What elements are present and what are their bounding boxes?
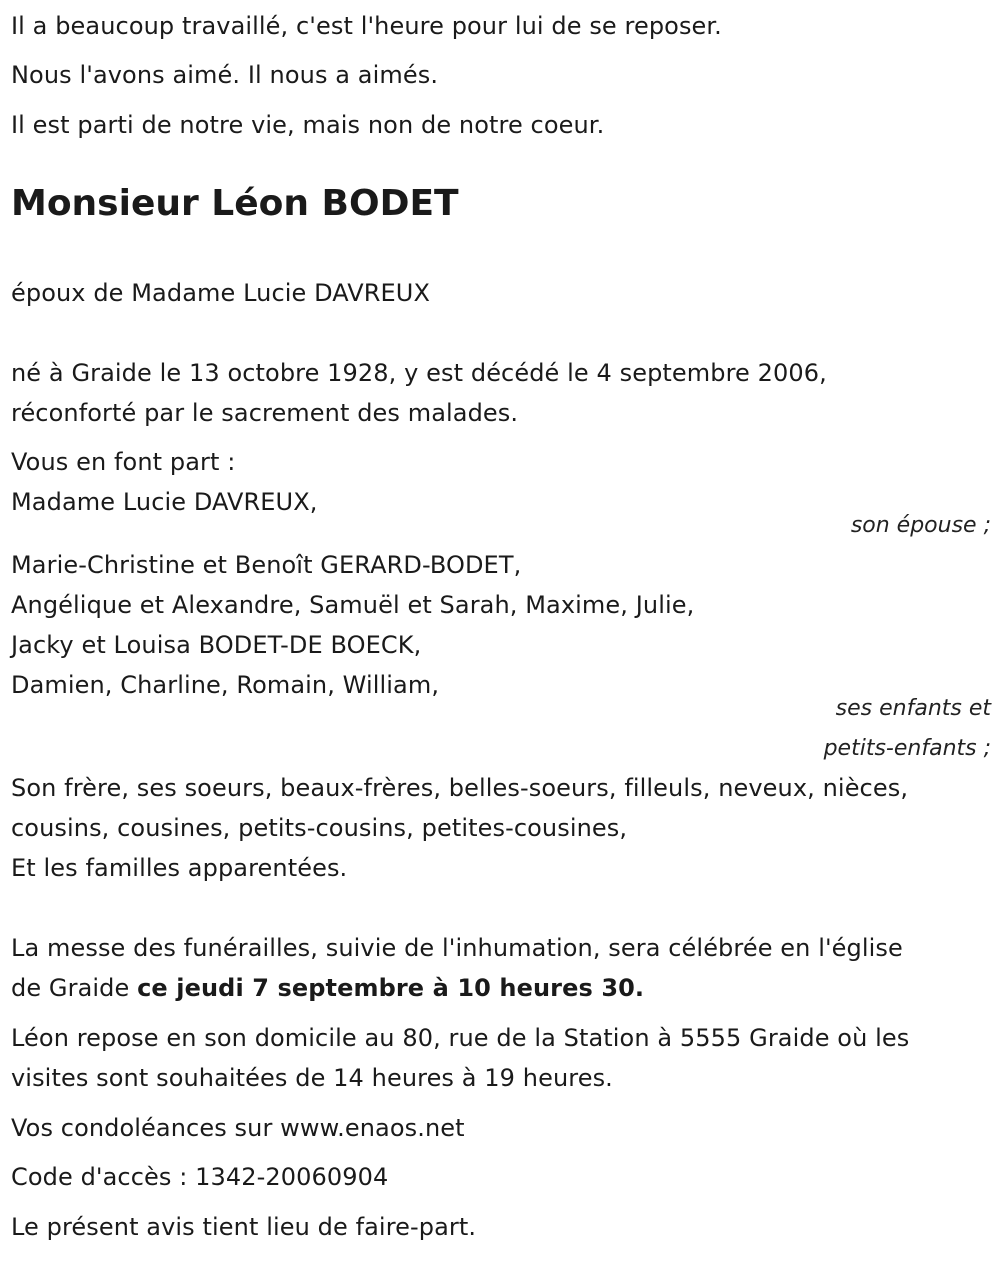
birth-line-1: né à Graide le 13 octobre 1928, y est décédé le 4 septembre 2006, bbox=[11, 359, 827, 387]
children-line-4: Damien, Charline, Romain, William, bbox=[11, 671, 440, 699]
children-role-1: ses enfants et bbox=[835, 696, 991, 721]
funeral-date-time: ce jeudi 7 septembre à 10 heures 30. bbox=[137, 974, 645, 1002]
spouse-line: époux de Madame Lucie DAVREUX bbox=[11, 279, 431, 307]
children-line-3: Jacky et Louisa BODET-DE BOECK, bbox=[11, 631, 422, 659]
relatives-line-3: Et les familles apparentées. bbox=[11, 854, 348, 882]
closing-line: Le présent avis tient lieu de faire-part. bbox=[11, 1213, 477, 1241]
page-title: Monsieur Léon BODET bbox=[11, 183, 459, 224]
funeral-line-2 bbox=[11, 968, 644, 1008]
family-spouse-name: Madame Lucie DAVREUX, bbox=[11, 488, 318, 516]
access-code-line: Code d'accès : 1342-20060904 bbox=[11, 1163, 389, 1191]
announce-intro: Vous en font part : bbox=[11, 448, 236, 476]
family-spouse-role: son épouse ; bbox=[850, 513, 991, 538]
funeral-location: de Graide bbox=[11, 974, 138, 1002]
children-line-2: Angélique et Alexandre, Samuël et Sarah, Maxime, Julie, bbox=[11, 591, 695, 619]
opening-line-1: Il a beaucoup travaillé, c'est l'heure pour lui de se reposer. bbox=[11, 12, 722, 40]
opening-line-2: Nous l'avons aimé. Il nous a aimés. bbox=[11, 61, 439, 89]
relatives-line-2: cousins, cousines, petits-cousins, petites-cousines, bbox=[11, 814, 628, 842]
funeral-line-1: La messe des funérailles, suivie de l'inhumation, sera célébrée en l'église bbox=[11, 934, 903, 962]
birth-line-2: réconforté par le sacrement des malades. bbox=[11, 399, 519, 427]
condolences-line: Vos condoléances sur www.enaos.net bbox=[11, 1114, 465, 1142]
relatives-line-1: Son frère, ses soeurs, beaux-frères, belles-soeurs, filleuls, neveux, nièces, bbox=[11, 774, 909, 802]
opening-line-3: Il est parti de notre vie, mais non de notre coeur. bbox=[11, 111, 605, 139]
rest-line-1: Léon repose en son domicile au 80, rue de la Station à 5555 Graide où les bbox=[11, 1024, 910, 1052]
children-line-1: Marie-Christine et Benoît GERARD-BODET, bbox=[11, 551, 522, 579]
rest-line-2: visites sont souhaitées de 14 heures à 19 heures. bbox=[11, 1064, 613, 1092]
children-role-2: petits-enfants ; bbox=[823, 736, 991, 761]
